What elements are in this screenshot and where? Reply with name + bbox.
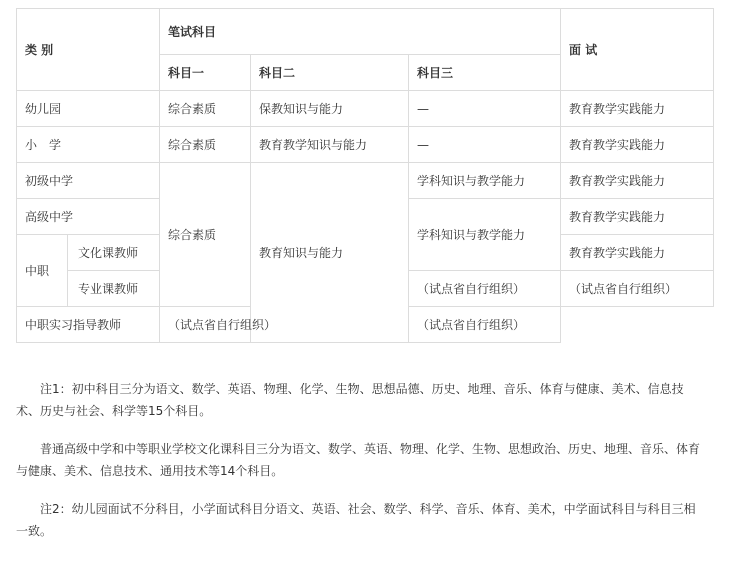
header-written-subjects: 笔试科目 — [160, 9, 561, 55]
cell-interview: （试点省自行组织） — [561, 271, 714, 307]
cell-interview: （试点省自行组织） — [409, 307, 561, 343]
category-vocational: 中职 — [17, 235, 68, 307]
cell-subject1: 综合素质 — [160, 91, 251, 127]
cell-subject3: （试点省自行组织） — [409, 271, 561, 307]
category-primary: 小 学 — [17, 127, 160, 163]
cell-interview: 教育教学实践能力 — [561, 127, 714, 163]
header-interview: 面 试 — [561, 9, 714, 91]
cell-interview: 教育教学实践能力 — [561, 235, 714, 271]
cell-interview: 教育教学实践能力 — [561, 199, 714, 235]
cell-interview: 教育教学实践能力 — [561, 163, 714, 199]
cell-subject3: — — [409, 91, 561, 127]
cell-subject1: 综合素质 — [160, 127, 251, 163]
category-culture-teacher: 文化课教师 — [68, 235, 160, 271]
cell-interview: 教育教学实践能力 — [561, 91, 714, 127]
category-kindergarten: 幼儿园 — [17, 91, 160, 127]
cell-subject1-middle: 综合素质 — [160, 163, 251, 307]
cell-subject2: 保教知识与能力 — [251, 91, 409, 127]
note-1b: 普通高级中学和中等职业学校文化课科目三分为语文、数学、英语、物理、化学、生物、思想政治、历史、地理、音乐、体育与健康、美术、信息技术、通用技术等14个科目。 — [16, 442, 701, 478]
header-category: 类 别 — [17, 9, 160, 91]
table-row — [17, 163, 714, 199]
category-vocational-practice: 中职实习指导教师 — [17, 307, 160, 343]
cell-subject2-middle: 教育知识与能力 — [251, 163, 409, 343]
table-row — [17, 91, 714, 127]
cell-subject2: 教育教学知识与能力 — [251, 127, 409, 163]
table-row — [17, 127, 714, 163]
notes — [16, 378, 706, 542]
note-1: 注1：初中科目三分为语文、数学、英语、物理、化学、生物、思想品德、历史、地理、音乐、体育与健康、美术、信息技术、历史与社会、科学等15个科目。 — [16, 382, 684, 418]
category-junior-middle: 初级中学 — [17, 163, 160, 199]
cell-subject3: — — [409, 127, 561, 163]
header-subject2: 科目二 — [251, 55, 409, 91]
note-2: 注2：幼儿园面试不分科目，小学面试科目分语文、英语、社会、数学、科学、音乐、体育、美术，中学面试科目与科目三相一致。 — [16, 502, 696, 538]
category-senior-middle: 高级中学 — [17, 199, 160, 235]
header-subject1: 科目一 — [160, 55, 251, 91]
cell-subject3: （试点省自行组织） — [160, 307, 251, 343]
cell-subject3: 学科知识与教学能力 — [409, 163, 561, 199]
header-subject3: 科目三 — [409, 55, 561, 91]
cell-subject3-senior-vocational: 学科知识与教学能力 — [409, 199, 561, 271]
category-professional-teacher: 专业课教师 — [68, 271, 160, 307]
exam-subjects-table — [16, 8, 714, 343]
